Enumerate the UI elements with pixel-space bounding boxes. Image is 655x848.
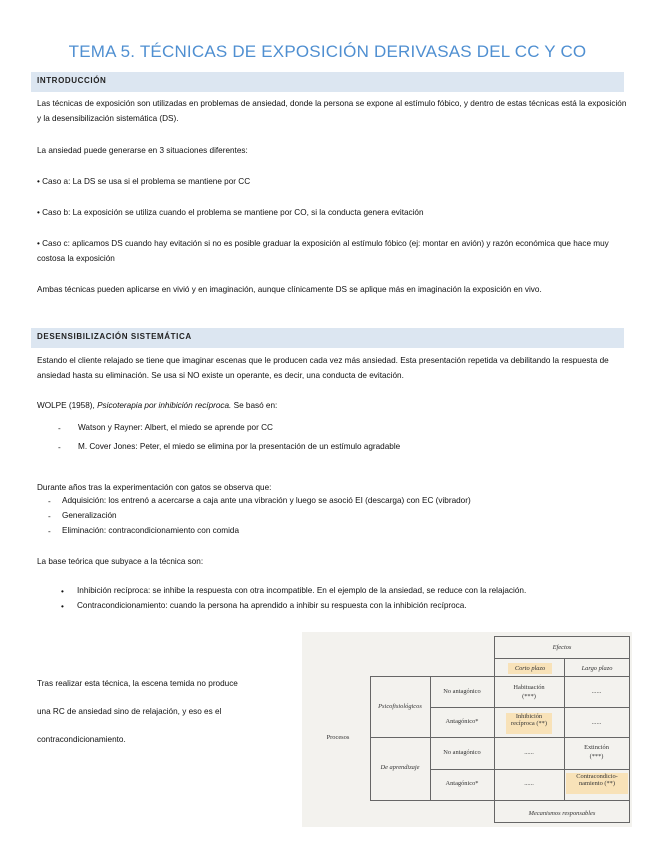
cell-empty: ...... [524, 749, 534, 756]
dash-mark: - [58, 443, 61, 452]
section-header-intro: INTRODUCCIÓN [31, 72, 624, 92]
intro-paragraph-1: Las técnicas de exposición son utilizadas en problemas de ansiedad, donde la persona se expone al estímulo fóbico, y dentro de estas técnicas está la exposición y la desensibilización sistemática (DS). [37, 99, 627, 123]
cell-inhibicion-reciproca: Inhibición recíproca (**) [506, 713, 552, 734]
ds-paragraph-1: Estando el cliente relajado se tiene que imaginar escenas que le producen cada vez más ansiedad. Esta presentación repetida va debilitando la respuesta de ansiedad hasta su eliminación. Se usa si NO existe un operante, es decir, una conducta de evitación. [37, 356, 609, 380]
row-header-aprendizaje: De aprendizaje [380, 764, 420, 771]
dash-mark: - [58, 424, 61, 433]
dash-item-cover-jones: M. Cover Jones: Peter, el miedo se elimina por la presentación de un estímulo agradable [78, 442, 401, 451]
row-no-antagonico: No antagónico [443, 688, 481, 695]
case-a: • Caso a: La DS se usa si el problema se mantiene por CC [37, 177, 251, 186]
dash-item-watson: Watson y Rayner: Albert, el miedo se aprende por CC [78, 423, 273, 432]
row-antagonico: Antagónico* [445, 780, 479, 787]
row-no-antagonico: No antagónico [443, 749, 481, 756]
processes-effects-table-image [302, 632, 632, 827]
cell-contracondicionamiento: Contracondicio- namiento (**) [566, 773, 628, 794]
intro-paragraph-2: La ansiedad puede generarse en 3 situaciones diferentes: [37, 146, 248, 155]
dash-item-adquisicion: Adquisición: los entrenó a acercarse a caja ante una vibración y luego se asoció EI (descarga) con EC (vibrador) [62, 496, 471, 505]
row-antagonico: Antagónico* [445, 718, 479, 725]
bullet-mark: • [61, 587, 64, 596]
section-header-ds: DESENSIBILIZACIÓN SISTEMÁTICA [31, 328, 624, 348]
row-header-procesos: Procesos [326, 734, 350, 741]
case-b: • Caso b: La exposición se utiliza cuando el problema se mantiene por CO, si la conducta genera evitación [37, 208, 424, 217]
cell-empty: ...... [524, 780, 534, 787]
ds-paragraph-4-line-1: Tras realizar esta técnica, la escena temida no produce [37, 679, 238, 688]
cell-extincion: Extinción [584, 744, 609, 751]
cell-habituacion: Habituación [513, 684, 545, 691]
bullet-mark: • [61, 602, 64, 611]
header-largo-plazo: Largo plazo [581, 665, 613, 672]
row-header-psicofisiologicos: Psicofisiológicos [378, 703, 422, 710]
cell-empty: ...... [591, 719, 602, 726]
dash-mark: - [48, 497, 51, 506]
intro-paragraph-3: Ambas técnicas pueden aplicarse en vivió y en imaginación, aunque clínicamente DS se aplique más en imaginación la exposición en vivo. [37, 285, 542, 294]
footer-mecanismos: Mecanismos responsables [528, 810, 596, 817]
ds-paragraph-4-line-2: una RC de ansiedad sino de relajación, y eso es el [37, 707, 222, 716]
header-efectos: Efectos [552, 644, 572, 651]
dash-mark: - [48, 512, 51, 521]
ds-paragraph-2: Durante años tras la experimentación con gatos se observa que: [37, 483, 272, 492]
dash-item-eliminacion: Eliminación: contracondicionamiento con comida [62, 526, 240, 535]
dash-mark: - [48, 527, 51, 536]
cell-extincion-mark: (***) [589, 753, 604, 760]
cell-habituacion-mark: (***) [522, 693, 536, 700]
dash-item-generalizacion: Generalización [62, 511, 117, 520]
page-title: TEMA 5. TÉCNICAS DE EXPOSICIÓN DERIVASAS DEL CC Y CO [68, 42, 587, 61]
ds-paragraph-3: La base teórica que subyace a la técnica son: [37, 557, 204, 566]
bullet-item-contracondicionamiento: Contracondicionamiento: cuando la persona ha aprendido a inhibir su respuesta con la inhibición recíproca. [77, 601, 467, 610]
cell-empty: ...... [591, 688, 602, 695]
bullet-item-inhibicion: Inhibición recíproca: se inhibe la respuesta con otra incompatible. En el ejemplo de la ansiedad, se reduce con la relajación. [77, 586, 527, 595]
wolpe-line: WOLPE (1958), Psicoterapia por inhibición recíproca. Se basó en: [37, 401, 278, 410]
case-c: • Caso c: aplicamos DS cuando hay evitación si no es posible graduar la exposición al estímulo fóbico (ej: montar en avión) y razón económica que hace muy costosa la exposición [37, 239, 609, 263]
header-corto-plazo: Corto plazo [508, 663, 552, 674]
ds-paragraph-4-line-3: contracondicionamiento. [37, 735, 126, 744]
